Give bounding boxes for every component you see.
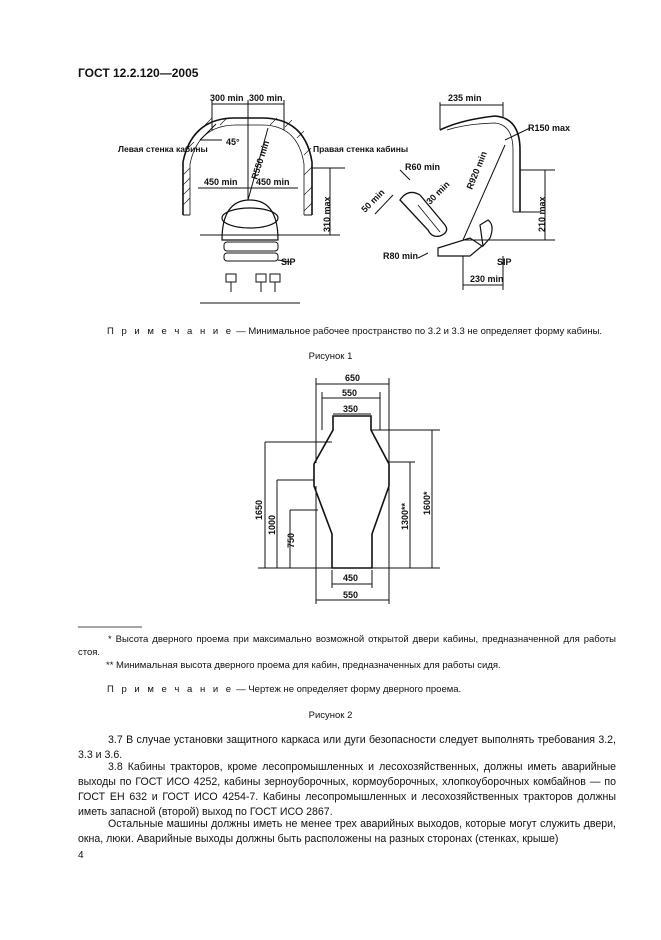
label-w450: 450 xyxy=(343,573,359,583)
label-h1600: 1600* xyxy=(422,491,432,515)
label-h210: 210 max xyxy=(537,196,547,232)
paragraph-3-8: 3.8 Кабины тракторов, кроме лесопромышленных и лесохозяйственных, должны иметь аварийные выходы по ГОСТ ИСО 4252, кабины зерноуборочных, кормоуборочных, хлопкоуборочных комбайнов — по ГОСТ ЕН 632 и ГОСТ ИСО 4254-7. Кабины лесопромышленных и лесохозяйственных тракторов должны иметь запасной (второй) выход по ГОСТ ИСО 2867. xyxy=(78,761,616,818)
label-w450b: 450 min xyxy=(256,177,290,187)
label-w550b: 550 xyxy=(343,590,359,600)
label-w550a: 550 xyxy=(342,388,358,398)
label-w235: 235 min xyxy=(448,93,482,103)
label-sip-right: SIP xyxy=(497,257,512,267)
label-w650: 650 xyxy=(345,373,361,383)
label-d30: 30 min xyxy=(424,179,452,207)
footnote-1: * Высота дверного проема при максимально возможной открытой двери кабины, предназначенной для работы стоя. xyxy=(78,634,616,658)
label-r920: R920 min xyxy=(464,149,489,191)
label-h750: 750 xyxy=(286,532,296,548)
label-h1650: 1650 xyxy=(254,499,264,520)
figure-1-caption: Рисунок 1 xyxy=(308,351,353,362)
label-w450a: 450 min xyxy=(204,177,238,187)
label-angle45: 45° xyxy=(226,137,240,147)
label-d50: 50 min xyxy=(359,187,387,215)
label-left-wall: Левая стенка кабины xyxy=(118,144,208,154)
label-w350: 350 xyxy=(343,404,359,414)
label-r80: R80 min xyxy=(383,251,419,261)
door-outline xyxy=(314,416,389,568)
page-header: ГОСТ 12.2.120—2005 xyxy=(78,66,199,80)
label-sip-left: SIP xyxy=(281,257,296,267)
label-h1000: 1000 xyxy=(267,514,277,535)
paragraph-3-7: 3.7 В случае установки защитного каркаса или дуги безопасности следует выполнять требования 3.2, 3.3 и 3.6. xyxy=(78,734,616,761)
footnote-2: ** Минимальная высота дверного проема для кабин, предназначенных для работы сидя. xyxy=(106,660,501,671)
label-r550: R550 min xyxy=(249,139,272,181)
label-r150: R150 max xyxy=(528,123,571,133)
label-h310: 310 max xyxy=(322,196,332,232)
label-h1300: 1300** xyxy=(400,502,410,530)
figure-2-caption: Рисунок 2 xyxy=(308,710,353,721)
label-w300b: 300 min xyxy=(249,93,283,103)
label-w300a: 300 min xyxy=(210,93,244,103)
page-number: 4 xyxy=(78,850,84,861)
figure-2-note: П р и м е ч а н и е — Чертеж не определяет форму дверного проема. xyxy=(107,684,462,695)
label-w230: 230 min xyxy=(470,274,504,284)
paragraph-emergency-exits: Остальные машины должны иметь не менее трех аварийных выходов, которые могут служить двери, окна, люки. Аварийные выходы должны быть расположены на разных сторонах (стенках, крыше) xyxy=(78,818,616,845)
label-r60: R60 min xyxy=(405,162,441,172)
label-right-wall: Правая стенка кабины xyxy=(313,144,409,154)
figure-1-note: П р и м е ч а н и е — Минимальное рабочее пространство по 3.2 и 3.3 не определяет форму кабины. xyxy=(107,326,603,337)
